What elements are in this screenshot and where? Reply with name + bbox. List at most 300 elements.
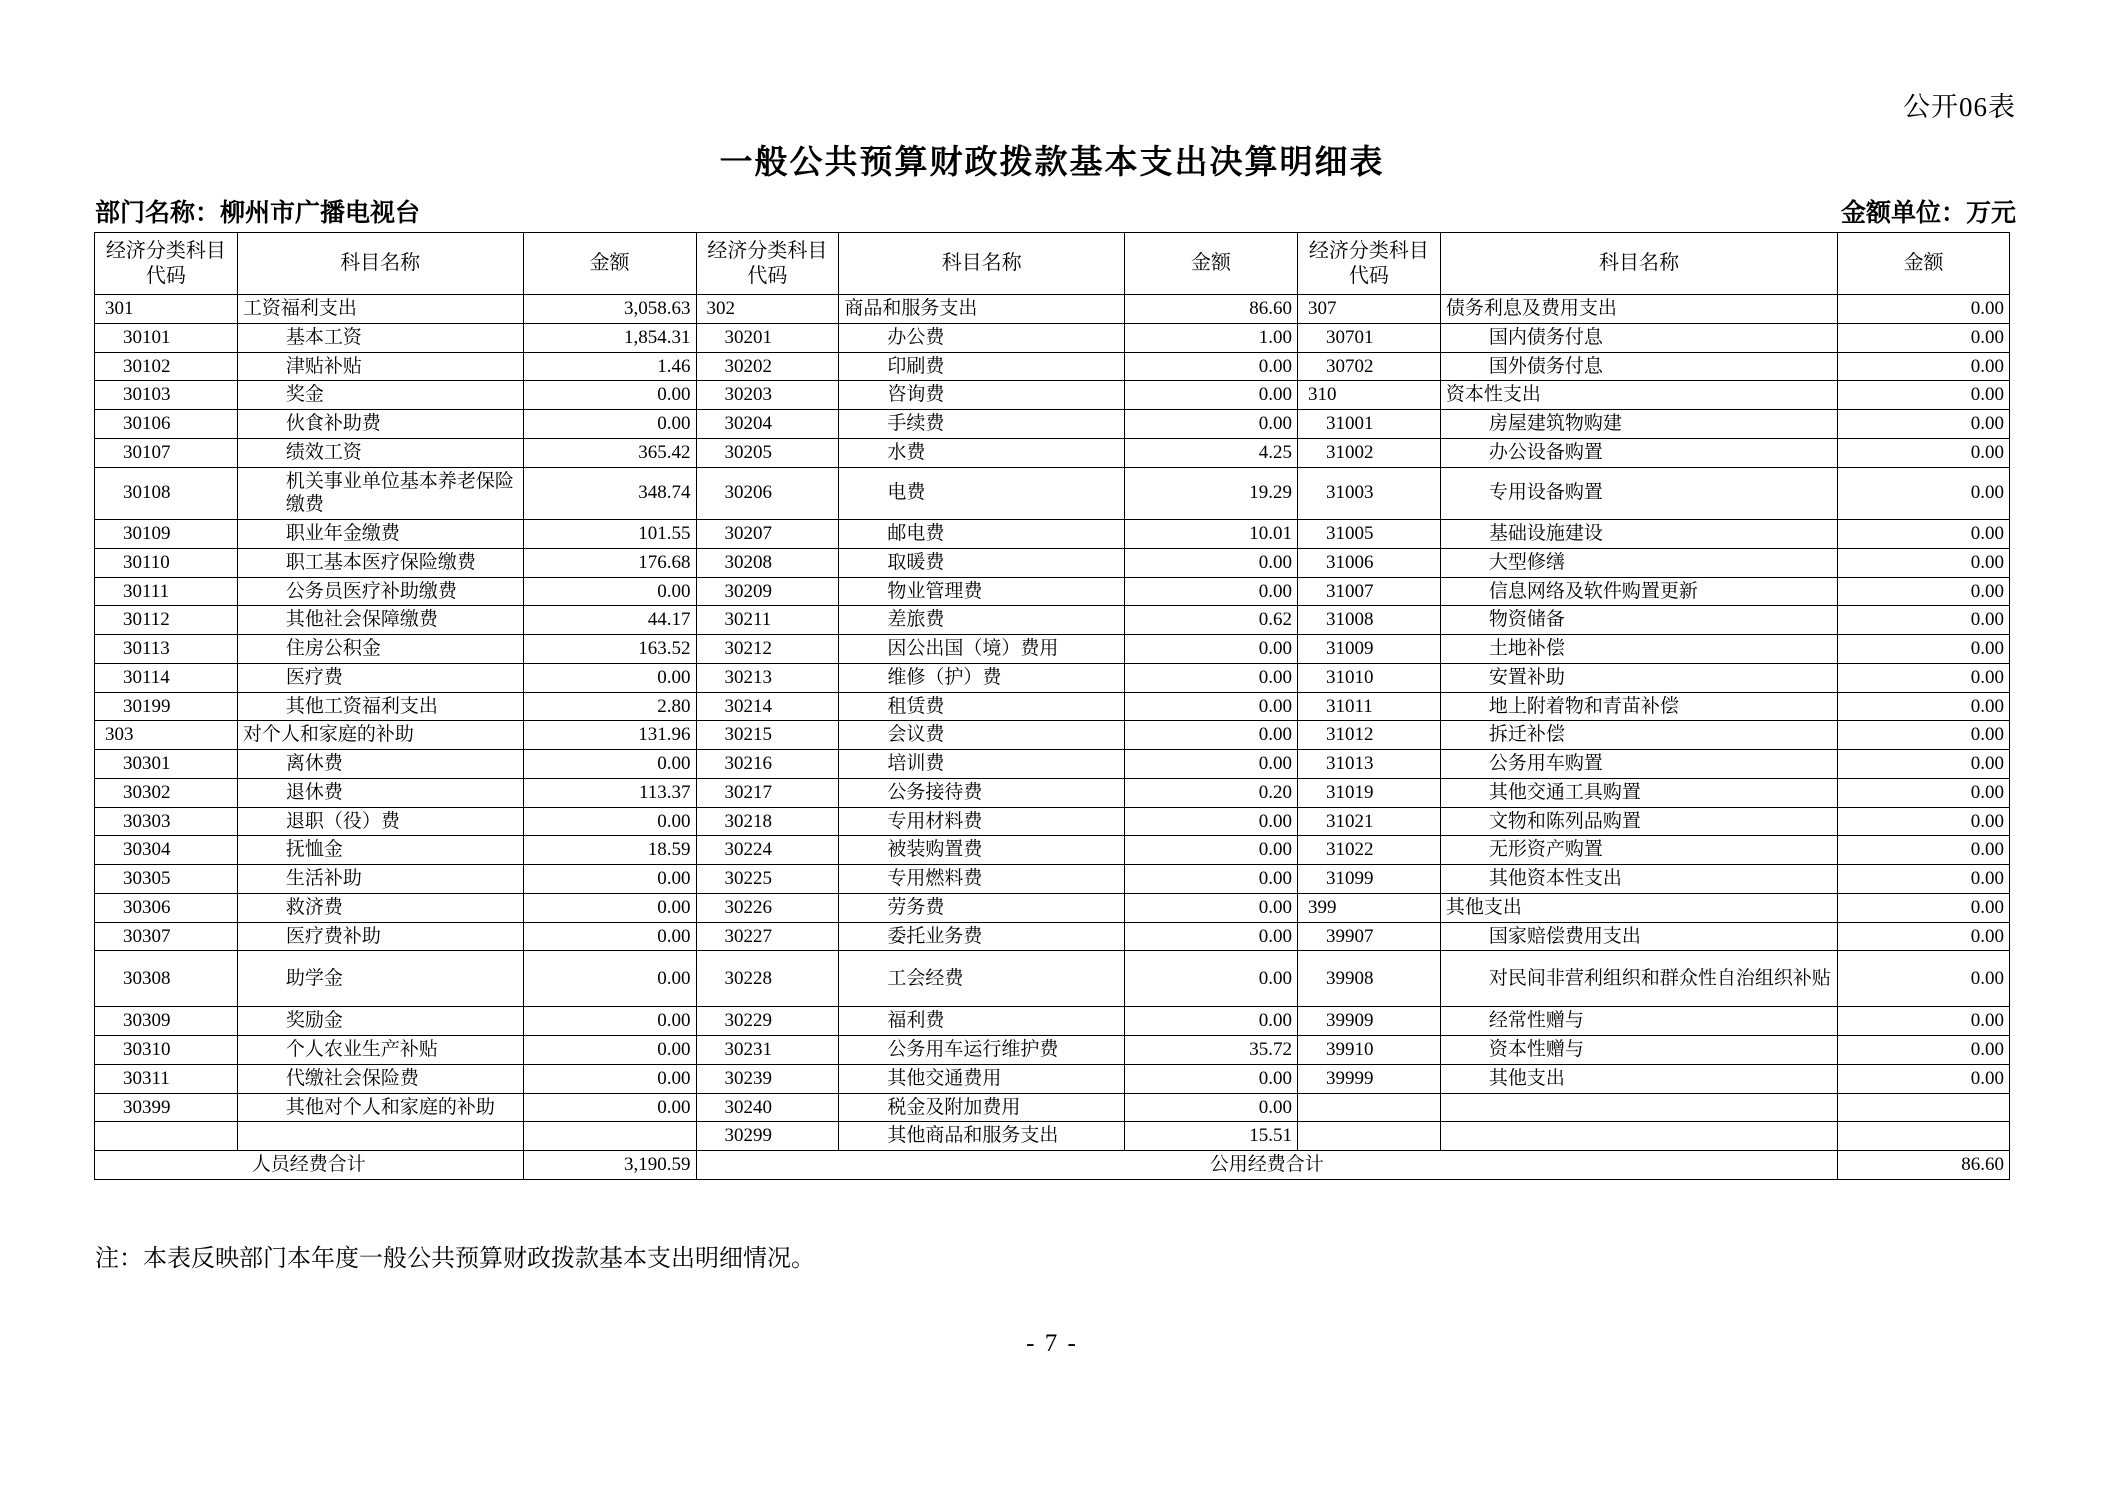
cell-amount-g3: 0.00	[1838, 577, 2010, 606]
cell-code-g1: 30304	[95, 836, 238, 865]
cell-name-g3: 信息网络及软件购置更新	[1440, 577, 1837, 606]
cell-amount-g2: 0.00	[1125, 1007, 1298, 1036]
cell-name-g1: 伙食补助费	[237, 410, 523, 439]
cell-code-g3	[1298, 1122, 1441, 1151]
cell-code-g2: 302	[696, 295, 839, 324]
page-number: - 7 -	[1026, 1330, 1078, 1357]
cell-name-g3: 资本性支出	[1440, 381, 1837, 410]
cell-code-g1: 30306	[95, 893, 238, 922]
cell-code-g3: 31002	[1298, 438, 1441, 467]
header-name-3: 科目名称	[1440, 233, 1837, 295]
cell-name-g3: 安置补助	[1440, 663, 1837, 692]
cell-amount-g3: 0.00	[1838, 922, 2010, 951]
table-row	[95, 836, 2010, 865]
cell-amount-g2: 0.00	[1125, 381, 1298, 410]
cell-amount-g3: 0.00	[1838, 606, 2010, 635]
cell-code-g2: 30225	[696, 865, 839, 894]
cell-amount-g3: 0.00	[1838, 807, 2010, 836]
table-row	[95, 606, 2010, 635]
cell-amount-g2: 0.00	[1125, 922, 1298, 951]
cell-code-g3: 31099	[1298, 865, 1441, 894]
cell-name-g1: 公务员医疗补助缴费	[237, 577, 523, 606]
cell-amount-g2: 4.25	[1125, 438, 1298, 467]
cell-amount-g2: 0.00	[1125, 893, 1298, 922]
table-row	[95, 520, 2010, 549]
amount-unit-label: 金额单位：万元	[1840, 200, 2016, 227]
cell-name-g2: 工会经费	[839, 951, 1125, 1007]
cell-code-g2: 30212	[696, 635, 839, 664]
cell-code-g2: 30227	[696, 922, 839, 951]
cell-amount-g2: 0.00	[1125, 836, 1298, 865]
cell-code-g2: 30202	[696, 352, 839, 381]
cell-code-g3: 31012	[1298, 721, 1441, 750]
cell-name-g1: 个人农业生产补贴	[237, 1036, 523, 1065]
cell-code-g2: 30213	[696, 663, 839, 692]
cell-name-g3: 文物和陈列品购置	[1440, 807, 1837, 836]
personnel-total-label: 人员经费合计	[95, 1151, 524, 1180]
table-row	[95, 1007, 2010, 1036]
cell-amount-g2: 0.00	[1125, 352, 1298, 381]
cell-code-g1: 30307	[95, 922, 238, 951]
table-row	[95, 951, 2010, 1007]
cell-amount-g1: 0.00	[523, 381, 696, 410]
cell-name-g1: 生活补助	[237, 865, 523, 894]
cell-code-g3: 39909	[1298, 1007, 1441, 1036]
cell-amount-g2: 0.00	[1125, 663, 1298, 692]
cell-name-g3: 拆迁补偿	[1440, 721, 1837, 750]
cell-code-g1: 30109	[95, 520, 238, 549]
table-row	[95, 778, 2010, 807]
cell-amount-g1: 0.00	[523, 577, 696, 606]
cell-amount-g3: 0.00	[1838, 692, 2010, 721]
cell-name-g3: 基础设施建设	[1440, 520, 1837, 549]
cell-name-g1: 住房公积金	[237, 635, 523, 664]
table-row	[95, 352, 2010, 381]
cell-code-g3: 31013	[1298, 750, 1441, 779]
table-row	[95, 922, 2010, 951]
cell-amount-g2: 0.00	[1125, 865, 1298, 894]
cell-name-g1: 退职（役）费	[237, 807, 523, 836]
cell-name-g2: 商品和服务支出	[839, 295, 1125, 324]
table-row	[95, 865, 2010, 894]
header-code-2: 经济分类科目代码	[696, 233, 839, 295]
table-row	[95, 1093, 2010, 1122]
header-name-2: 科目名称	[839, 233, 1125, 295]
public-total-amount: 86.60	[1838, 1151, 2010, 1180]
cell-code-g1: 30114	[95, 663, 238, 692]
cell-amount-g3: 0.00	[1838, 548, 2010, 577]
cell-code-g3	[1298, 1093, 1441, 1122]
cell-amount-g3: 0.00	[1838, 1036, 2010, 1065]
cell-code-g1: 30310	[95, 1036, 238, 1065]
cell-name-g2: 维修（护）费	[839, 663, 1125, 692]
cell-amount-g3: 0.00	[1838, 721, 2010, 750]
cell-code-g1: 30108	[95, 467, 238, 520]
cell-name-g2: 物业管理费	[839, 577, 1125, 606]
cell-amount-g3: 0.00	[1838, 381, 2010, 410]
cell-name-g1: 工资福利支出	[237, 295, 523, 324]
cell-name-g3: 资本性赠与	[1440, 1036, 1837, 1065]
cell-amount-g2: 0.00	[1125, 410, 1298, 439]
table-row	[95, 548, 2010, 577]
cell-code-g1: 30112	[95, 606, 238, 635]
cell-name-g1: 职业年金缴费	[237, 520, 523, 549]
cell-amount-g1: 1.46	[523, 352, 696, 381]
cell-name-g2: 其他商品和服务支出	[839, 1122, 1125, 1151]
cell-code-g3: 31006	[1298, 548, 1441, 577]
cell-amount-g2: 0.00	[1125, 951, 1298, 1007]
cell-amount-g1: 0.00	[523, 951, 696, 1007]
cell-amount-g3: 0.00	[1838, 778, 2010, 807]
cell-name-g2: 专用燃料费	[839, 865, 1125, 894]
cell-code-g2: 30214	[696, 692, 839, 721]
cell-code-g1: 30305	[95, 865, 238, 894]
cell-amount-g1: 0.00	[523, 1036, 696, 1065]
cell-code-g2: 30201	[696, 323, 839, 352]
cell-amount-g3: 0.00	[1838, 352, 2010, 381]
cell-name-g3: 其他支出	[1440, 893, 1837, 922]
cell-amount-g1: 0.00	[523, 807, 696, 836]
table-row	[95, 1064, 2010, 1093]
cell-code-g2: 30203	[696, 381, 839, 410]
cell-code-g1: 303	[95, 721, 238, 750]
cell-name-g3: 国外债务付息	[1440, 352, 1837, 381]
cell-name-g3: 物资储备	[1440, 606, 1837, 635]
cell-code-g1: 30110	[95, 548, 238, 577]
public-total-label: 公用经费合计	[696, 1151, 1838, 1180]
cell-code-g1: 30302	[95, 778, 238, 807]
cell-amount-g1: 18.59	[523, 836, 696, 865]
cell-amount-g1: 0.00	[523, 893, 696, 922]
table-header-row	[95, 233, 2010, 295]
table-row	[95, 1122, 2010, 1151]
cell-code-g1: 30107	[95, 438, 238, 467]
cell-amount-g1: 365.42	[523, 438, 696, 467]
cell-name-g1: 其他工资福利支出	[237, 692, 523, 721]
cell-amount-g3: 0.00	[1838, 750, 2010, 779]
cell-amount-g1: 44.17	[523, 606, 696, 635]
cell-code-g2: 30231	[696, 1036, 839, 1065]
page-title: 一般公共预算财政拨款基本支出决算明细表	[719, 145, 1385, 181]
cell-name-g1: 离休费	[237, 750, 523, 779]
table-row	[95, 635, 2010, 664]
cell-name-g3: 对民间非营利组织和群众性自治组织补贴	[1440, 951, 1837, 1007]
cell-amount-g2: 0.20	[1125, 778, 1298, 807]
cell-amount-g1: 113.37	[523, 778, 696, 807]
cell-code-g2: 30226	[696, 893, 839, 922]
cell-name-g1: 职工基本医疗保险缴费	[237, 548, 523, 577]
cell-name-g1: 机关事业单位基本养老保险缴费	[237, 467, 523, 520]
cell-code-g2: 30207	[696, 520, 839, 549]
cell-name-g1: 绩效工资	[237, 438, 523, 467]
table-row	[95, 721, 2010, 750]
cell-name-g3: 其他交通工具购置	[1440, 778, 1837, 807]
cell-name-g3: 房屋建筑物购建	[1440, 410, 1837, 439]
cell-amount-g3: 0.00	[1838, 1064, 2010, 1093]
cell-code-g3: 310	[1298, 381, 1441, 410]
cell-amount-g1: 131.96	[523, 721, 696, 750]
cell-code-g3: 31022	[1298, 836, 1441, 865]
cell-amount-g2: 0.00	[1125, 807, 1298, 836]
budget-table	[94, 232, 2010, 1180]
cell-code-g3: 39908	[1298, 951, 1441, 1007]
header-code-3: 经济分类科目代码	[1298, 233, 1441, 295]
cell-name-g2: 取暖费	[839, 548, 1125, 577]
cell-code-g3: 39999	[1298, 1064, 1441, 1093]
table-row	[95, 750, 2010, 779]
cell-amount-g2: 0.00	[1125, 635, 1298, 664]
cell-amount-g2: 0.00	[1125, 1064, 1298, 1093]
cell-amount-g2: 0.00	[1125, 692, 1298, 721]
cell-code-g1: 30111	[95, 577, 238, 606]
cell-amount-g3: 0.00	[1838, 893, 2010, 922]
cell-name-g3: 其他支出	[1440, 1064, 1837, 1093]
cell-name-g1: 医疗费	[237, 663, 523, 692]
cell-name-g1: 其他社会保障缴费	[237, 606, 523, 635]
cell-amount-g3: 0.00	[1838, 836, 2010, 865]
cell-code-g2: 30205	[696, 438, 839, 467]
cell-amount-g2: 19.29	[1125, 467, 1298, 520]
cell-amount-g1: 2.80	[523, 692, 696, 721]
cell-name-g2: 其他交通费用	[839, 1064, 1125, 1093]
cell-amount-g2: 0.00	[1125, 548, 1298, 577]
cell-amount-g1: 0.00	[523, 1007, 696, 1036]
cell-name-g2: 手续费	[839, 410, 1125, 439]
table-row	[95, 1036, 2010, 1065]
cell-code-g3: 39910	[1298, 1036, 1441, 1065]
department-label: 部门名称：柳州市广播电视台	[95, 200, 421, 227]
cell-code-g1: 30199	[95, 692, 238, 721]
cell-code-g1	[95, 1122, 238, 1151]
cell-name-g1: 医疗费补助	[237, 922, 523, 951]
table-note: 注：本表反映部门本年度一般公共预算财政拨款基本支出明细情况。	[95, 1246, 815, 1272]
cell-amount-g2: 0.00	[1125, 1093, 1298, 1122]
cell-code-g2: 30204	[696, 410, 839, 439]
cell-name-g1: 基本工资	[237, 323, 523, 352]
cell-code-g3: 30702	[1298, 352, 1441, 381]
cell-name-g2: 劳务费	[839, 893, 1125, 922]
cell-amount-g2: 0.00	[1125, 721, 1298, 750]
cell-name-g1: 奖励金	[237, 1007, 523, 1036]
cell-name-g3: 国家赔偿费用支出	[1440, 922, 1837, 951]
cell-amount-g2: 0.00	[1125, 577, 1298, 606]
cell-name-g1	[237, 1122, 523, 1151]
cell-amount-g3: 0.00	[1838, 520, 2010, 549]
cell-code-g2: 30211	[696, 606, 839, 635]
cell-code-g3: 31011	[1298, 692, 1441, 721]
cell-name-g3: 地上附着物和青苗补偿	[1440, 692, 1837, 721]
cell-code-g2: 30216	[696, 750, 839, 779]
table-row	[95, 577, 2010, 606]
cell-name-g2: 印刷费	[839, 352, 1125, 381]
cell-name-g3: 其他资本性支出	[1440, 865, 1837, 894]
cell-code-g2: 30218	[696, 807, 839, 836]
cell-amount-g1: 3,058.63	[523, 295, 696, 324]
cell-amount-g2: 35.72	[1125, 1036, 1298, 1065]
cell-amount-g3: 0.00	[1838, 323, 2010, 352]
cell-name-g1: 奖金	[237, 381, 523, 410]
cell-code-g3: 30701	[1298, 323, 1441, 352]
cell-code-g2: 30240	[696, 1093, 839, 1122]
table-row	[95, 467, 2010, 520]
cell-name-g1: 对个人和家庭的补助	[237, 721, 523, 750]
table-row	[95, 692, 2010, 721]
table-row	[95, 295, 2010, 324]
cell-amount-g1: 0.00	[523, 1064, 696, 1093]
cell-amount-g3: 0.00	[1838, 295, 2010, 324]
table-row	[95, 323, 2010, 352]
cell-code-g3: 31003	[1298, 467, 1441, 520]
cell-code-g3: 31001	[1298, 410, 1441, 439]
header-name-1: 科目名称	[237, 233, 523, 295]
cell-code-g3: 31019	[1298, 778, 1441, 807]
cell-code-g3: 39907	[1298, 922, 1441, 951]
cell-code-g2: 30229	[696, 1007, 839, 1036]
cell-name-g2: 公务用车运行维护费	[839, 1036, 1125, 1065]
cell-amount-g1: 0.00	[523, 750, 696, 779]
header-code-1: 经济分类科目代码	[95, 233, 238, 295]
cell-name-g2: 邮电费	[839, 520, 1125, 549]
cell-code-g1: 30106	[95, 410, 238, 439]
cell-name-g2: 税金及附加费用	[839, 1093, 1125, 1122]
cell-amount-g1: 0.00	[523, 922, 696, 951]
cell-name-g1: 抚恤金	[237, 836, 523, 865]
cell-amount-g3: 0.00	[1838, 1007, 2010, 1036]
table-footer	[95, 1151, 2010, 1180]
header-amount-1: 金额	[523, 233, 696, 295]
cell-name-g2: 专用材料费	[839, 807, 1125, 836]
cell-code-g3: 31005	[1298, 520, 1441, 549]
cell-code-g3: 307	[1298, 295, 1441, 324]
cell-amount-g2: 1.00	[1125, 323, 1298, 352]
cell-amount-g3: 0.00	[1838, 410, 2010, 439]
cell-amount-g1: 0.00	[523, 410, 696, 439]
cell-code-g1: 30103	[95, 381, 238, 410]
totals-row	[95, 1151, 2010, 1180]
table-row	[95, 410, 2010, 439]
cell-name-g1: 助学金	[237, 951, 523, 1007]
cell-code-g1: 30102	[95, 352, 238, 381]
cell-name-g1: 退休费	[237, 778, 523, 807]
cell-amount-g1	[523, 1122, 696, 1151]
cell-name-g3: 大型修缮	[1440, 548, 1837, 577]
cell-name-g2: 电费	[839, 467, 1125, 520]
cell-name-g3	[1440, 1093, 1837, 1122]
cell-amount-g1: 176.68	[523, 548, 696, 577]
cell-amount-g3	[1838, 1122, 2010, 1151]
cell-amount-g2: 0.00	[1125, 750, 1298, 779]
cell-code-g1: 301	[95, 295, 238, 324]
table-row	[95, 663, 2010, 692]
cell-code-g3: 31007	[1298, 577, 1441, 606]
header-amount-2: 金额	[1125, 233, 1298, 295]
cell-code-g2: 30208	[696, 548, 839, 577]
cell-code-g1: 30303	[95, 807, 238, 836]
cell-name-g3: 公务用车购置	[1440, 750, 1837, 779]
cell-name-g2: 会议费	[839, 721, 1125, 750]
cell-code-g2: 30209	[696, 577, 839, 606]
cell-amount-g3: 0.00	[1838, 663, 2010, 692]
personnel-total-amount: 3,190.59	[523, 1151, 696, 1180]
cell-name-g3: 专用设备购置	[1440, 467, 1837, 520]
cell-code-g2: 30215	[696, 721, 839, 750]
cell-amount-g3: 0.00	[1838, 467, 2010, 520]
cell-amount-g2: 15.51	[1125, 1122, 1298, 1151]
cell-code-g2: 30206	[696, 467, 839, 520]
cell-name-g1: 津贴补贴	[237, 352, 523, 381]
cell-code-g3: 31021	[1298, 807, 1441, 836]
cell-amount-g3: 0.00	[1838, 951, 2010, 1007]
table-body	[95, 295, 2010, 1151]
cell-name-g2: 咨询费	[839, 381, 1125, 410]
cell-code-g1: 30308	[95, 951, 238, 1007]
cell-code-g1: 30113	[95, 635, 238, 664]
cell-amount-g3	[1838, 1093, 2010, 1122]
meta-row	[95, 193, 2016, 227]
cell-amount-g1: 0.00	[523, 865, 696, 894]
cell-name-g3: 办公设备购置	[1440, 438, 1837, 467]
cell-code-g1: 30301	[95, 750, 238, 779]
cell-code-g2: 30299	[696, 1122, 839, 1151]
cell-name-g3: 经常性赠与	[1440, 1007, 1837, 1036]
cell-name-g2: 公务接待费	[839, 778, 1125, 807]
cell-code-g2: 30239	[696, 1064, 839, 1093]
cell-code-g2: 30224	[696, 836, 839, 865]
cell-name-g2: 福利费	[839, 1007, 1125, 1036]
cell-name-g3: 国内债务付息	[1440, 323, 1837, 352]
cell-code-g1: 30101	[95, 323, 238, 352]
table-row	[95, 893, 2010, 922]
cell-name-g2: 被装购置费	[839, 836, 1125, 865]
header-amount-3: 金额	[1838, 233, 2010, 295]
cell-code-g1: 30311	[95, 1064, 238, 1093]
cell-code-g3: 31009	[1298, 635, 1441, 664]
table-row	[95, 807, 2010, 836]
cell-amount-g3: 0.00	[1838, 865, 2010, 894]
cell-amount-g1: 1,854.31	[523, 323, 696, 352]
table-row	[95, 438, 2010, 467]
cell-code-g2: 30217	[696, 778, 839, 807]
cell-name-g2: 培训费	[839, 750, 1125, 779]
cell-amount-g2: 10.01	[1125, 520, 1298, 549]
cell-code-g1: 30399	[95, 1093, 238, 1122]
cell-amount-g1: 163.52	[523, 635, 696, 664]
cell-name-g2: 办公费	[839, 323, 1125, 352]
cell-code-g3: 399	[1298, 893, 1441, 922]
cell-name-g2: 租赁费	[839, 692, 1125, 721]
cell-name-g2: 水费	[839, 438, 1125, 467]
cell-name-g3	[1440, 1122, 1837, 1151]
cell-name-g1: 代缴社会保险费	[237, 1064, 523, 1093]
cell-name-g2: 因公出国（境）费用	[839, 635, 1125, 664]
cell-name-g1: 其他对个人和家庭的补助	[237, 1093, 523, 1122]
cell-amount-g1: 101.55	[523, 520, 696, 549]
cell-name-g2: 委托业务费	[839, 922, 1125, 951]
cell-code-g3: 31008	[1298, 606, 1441, 635]
cell-amount-g1: 348.74	[523, 467, 696, 520]
cell-amount-g1: 0.00	[523, 663, 696, 692]
table-row	[95, 381, 2010, 410]
cell-code-g2: 30228	[696, 951, 839, 1007]
cell-code-g1: 30309	[95, 1007, 238, 1036]
cell-amount-g3: 0.00	[1838, 635, 2010, 664]
form-number: 公开06表	[1903, 92, 2016, 122]
cell-name-g3: 无形资产购置	[1440, 836, 1837, 865]
cell-amount-g1: 0.00	[523, 1093, 696, 1122]
cell-code-g3: 31010	[1298, 663, 1441, 692]
cell-name-g3: 债务利息及费用支出	[1440, 295, 1837, 324]
cell-amount-g2: 0.62	[1125, 606, 1298, 635]
